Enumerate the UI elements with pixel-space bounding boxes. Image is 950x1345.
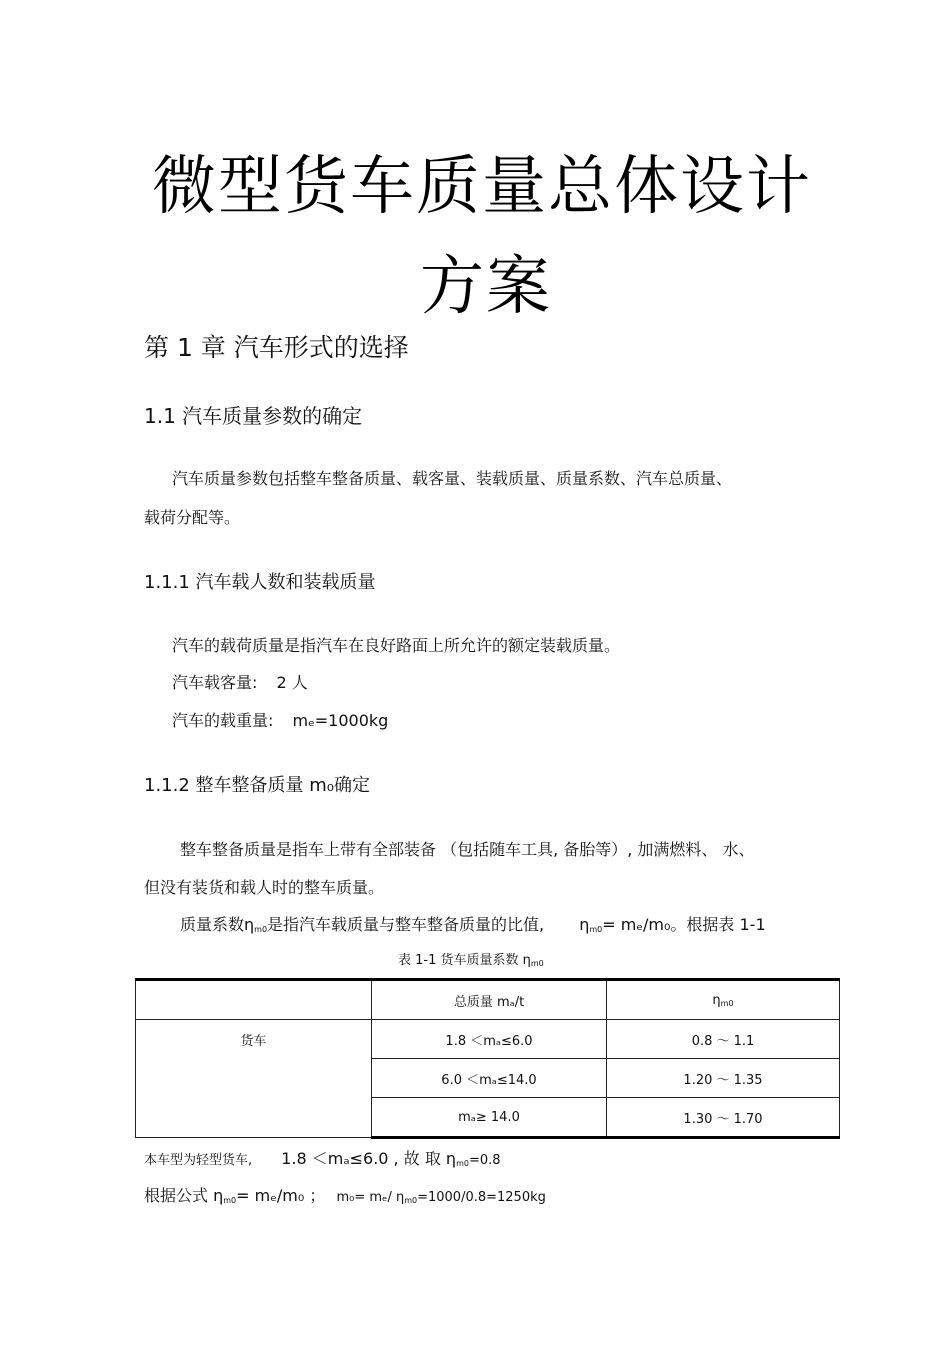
table-cell-mass-range: mₐ≥ 14.0 [372,1098,607,1138]
note-line [144,1146,501,1169]
table-header-total-mass: 总质量 mₐ/t [372,980,607,1020]
formula-text-d: =1000/0.8=1250kg [417,1190,546,1205]
note-subscript: m0 [456,1159,469,1168]
table-row [136,1020,840,1059]
coefficient-text-c: η [579,915,590,934]
table-cell-mass-range: 1.8 ＜mₐ≤6.0 [372,1020,607,1059]
passenger-value: 2 人 [276,673,308,692]
paragraph-load: 汽车的载荷质量是指汽车在良好路面上所允许的额定装载质量。 [172,636,621,655]
paragraph-intro-line-1: 汽车质量参数包括整车整备质量、载客量、装载质量、质量系数、汽车总质量、 [172,469,733,488]
formula-text-c: m₀= mₑ/ η [336,1190,405,1205]
paragraph-curb-line-2: 但没有装货和载人时的整车质量。 [144,878,385,897]
formula-subscript-2: m0 [404,1196,418,1205]
coefficient-subscript-2: m0 [589,925,603,934]
formula-text-b: = mₑ/m₀ ； [236,1186,326,1205]
table-cell-mass-range: 6.0 ＜mₐ≤14.0 [372,1059,607,1098]
payload-label: 汽车的载重量: [172,711,274,730]
table-cell-coefficient: 1.20 ～ 1.35 [607,1059,840,1098]
table-caption-text: 表 1-1 货车质量系数 η [398,953,531,968]
passenger-label: 汽车载客量: [172,673,258,692]
table-row-label-truck: 货车 [136,1020,372,1138]
table-cell-coefficient: 0.8 ～ 1.1 [607,1020,840,1059]
formula-subscript: m0 [223,1196,237,1205]
paragraph-intro-line-2: 载荷分配等。 [144,508,241,527]
payload-line [172,708,388,731]
table-caption-subscript: m0 [530,959,544,968]
note-text-c: 故 取 η [403,1149,457,1168]
table-caption [398,949,544,968]
coefficient-text-b: 是指汽车载质量与整车整备质量的比值, [267,915,545,934]
formula-text-a: 根据公式 η [144,1186,224,1205]
passenger-line [172,670,308,693]
section-heading-1-1: 1.1 汽车质量参数的确定 [144,404,363,428]
payload-value: mₑ=1000kg [292,711,389,730]
document-title-line-1: 微型货车质量总体设计 [152,150,812,224]
section-heading-1-1-1: 1.1.1 汽车载人数和装载质量 [144,572,376,593]
coefficient-subscript: m0 [254,925,268,934]
table-header-coefficient [607,980,840,1020]
paragraph-coefficient [180,912,766,935]
document-title-line-2: 方案 [420,250,552,324]
table-header-row [136,980,840,1020]
table-header-coefficient-symbol: η [712,992,721,1008]
section-heading-1-1-2: 1.1.2 整车整备质量 m₀确定 [144,775,370,796]
table-header-coefficient-subscript: m0 [720,998,734,1008]
coefficient-text-d: = mₑ/m₀。根据表 1-1 [602,915,766,934]
paragraph-curb-line-1: 整车整备质量是指车上带有全部装备 （包括随车工具, 备胎等）, 加满燃料、 水、 [180,840,755,859]
table-cell-coefficient: 1.30 ～ 1.70 [607,1098,840,1138]
formula-line [144,1183,546,1206]
table-header-cell-empty [136,980,372,1020]
note-text-b: 1.8 ＜mₐ≤6.0 , [281,1149,399,1168]
chapter-heading: 第 1 章 汽车形式的选择 [144,333,409,362]
coefficient-text-a: 质量系数η [180,915,255,934]
note-text-a: 本车型为轻型货车, [144,1153,253,1168]
note-text-d: =0.8 [468,1153,501,1168]
mass-coefficient-table [135,978,840,1139]
